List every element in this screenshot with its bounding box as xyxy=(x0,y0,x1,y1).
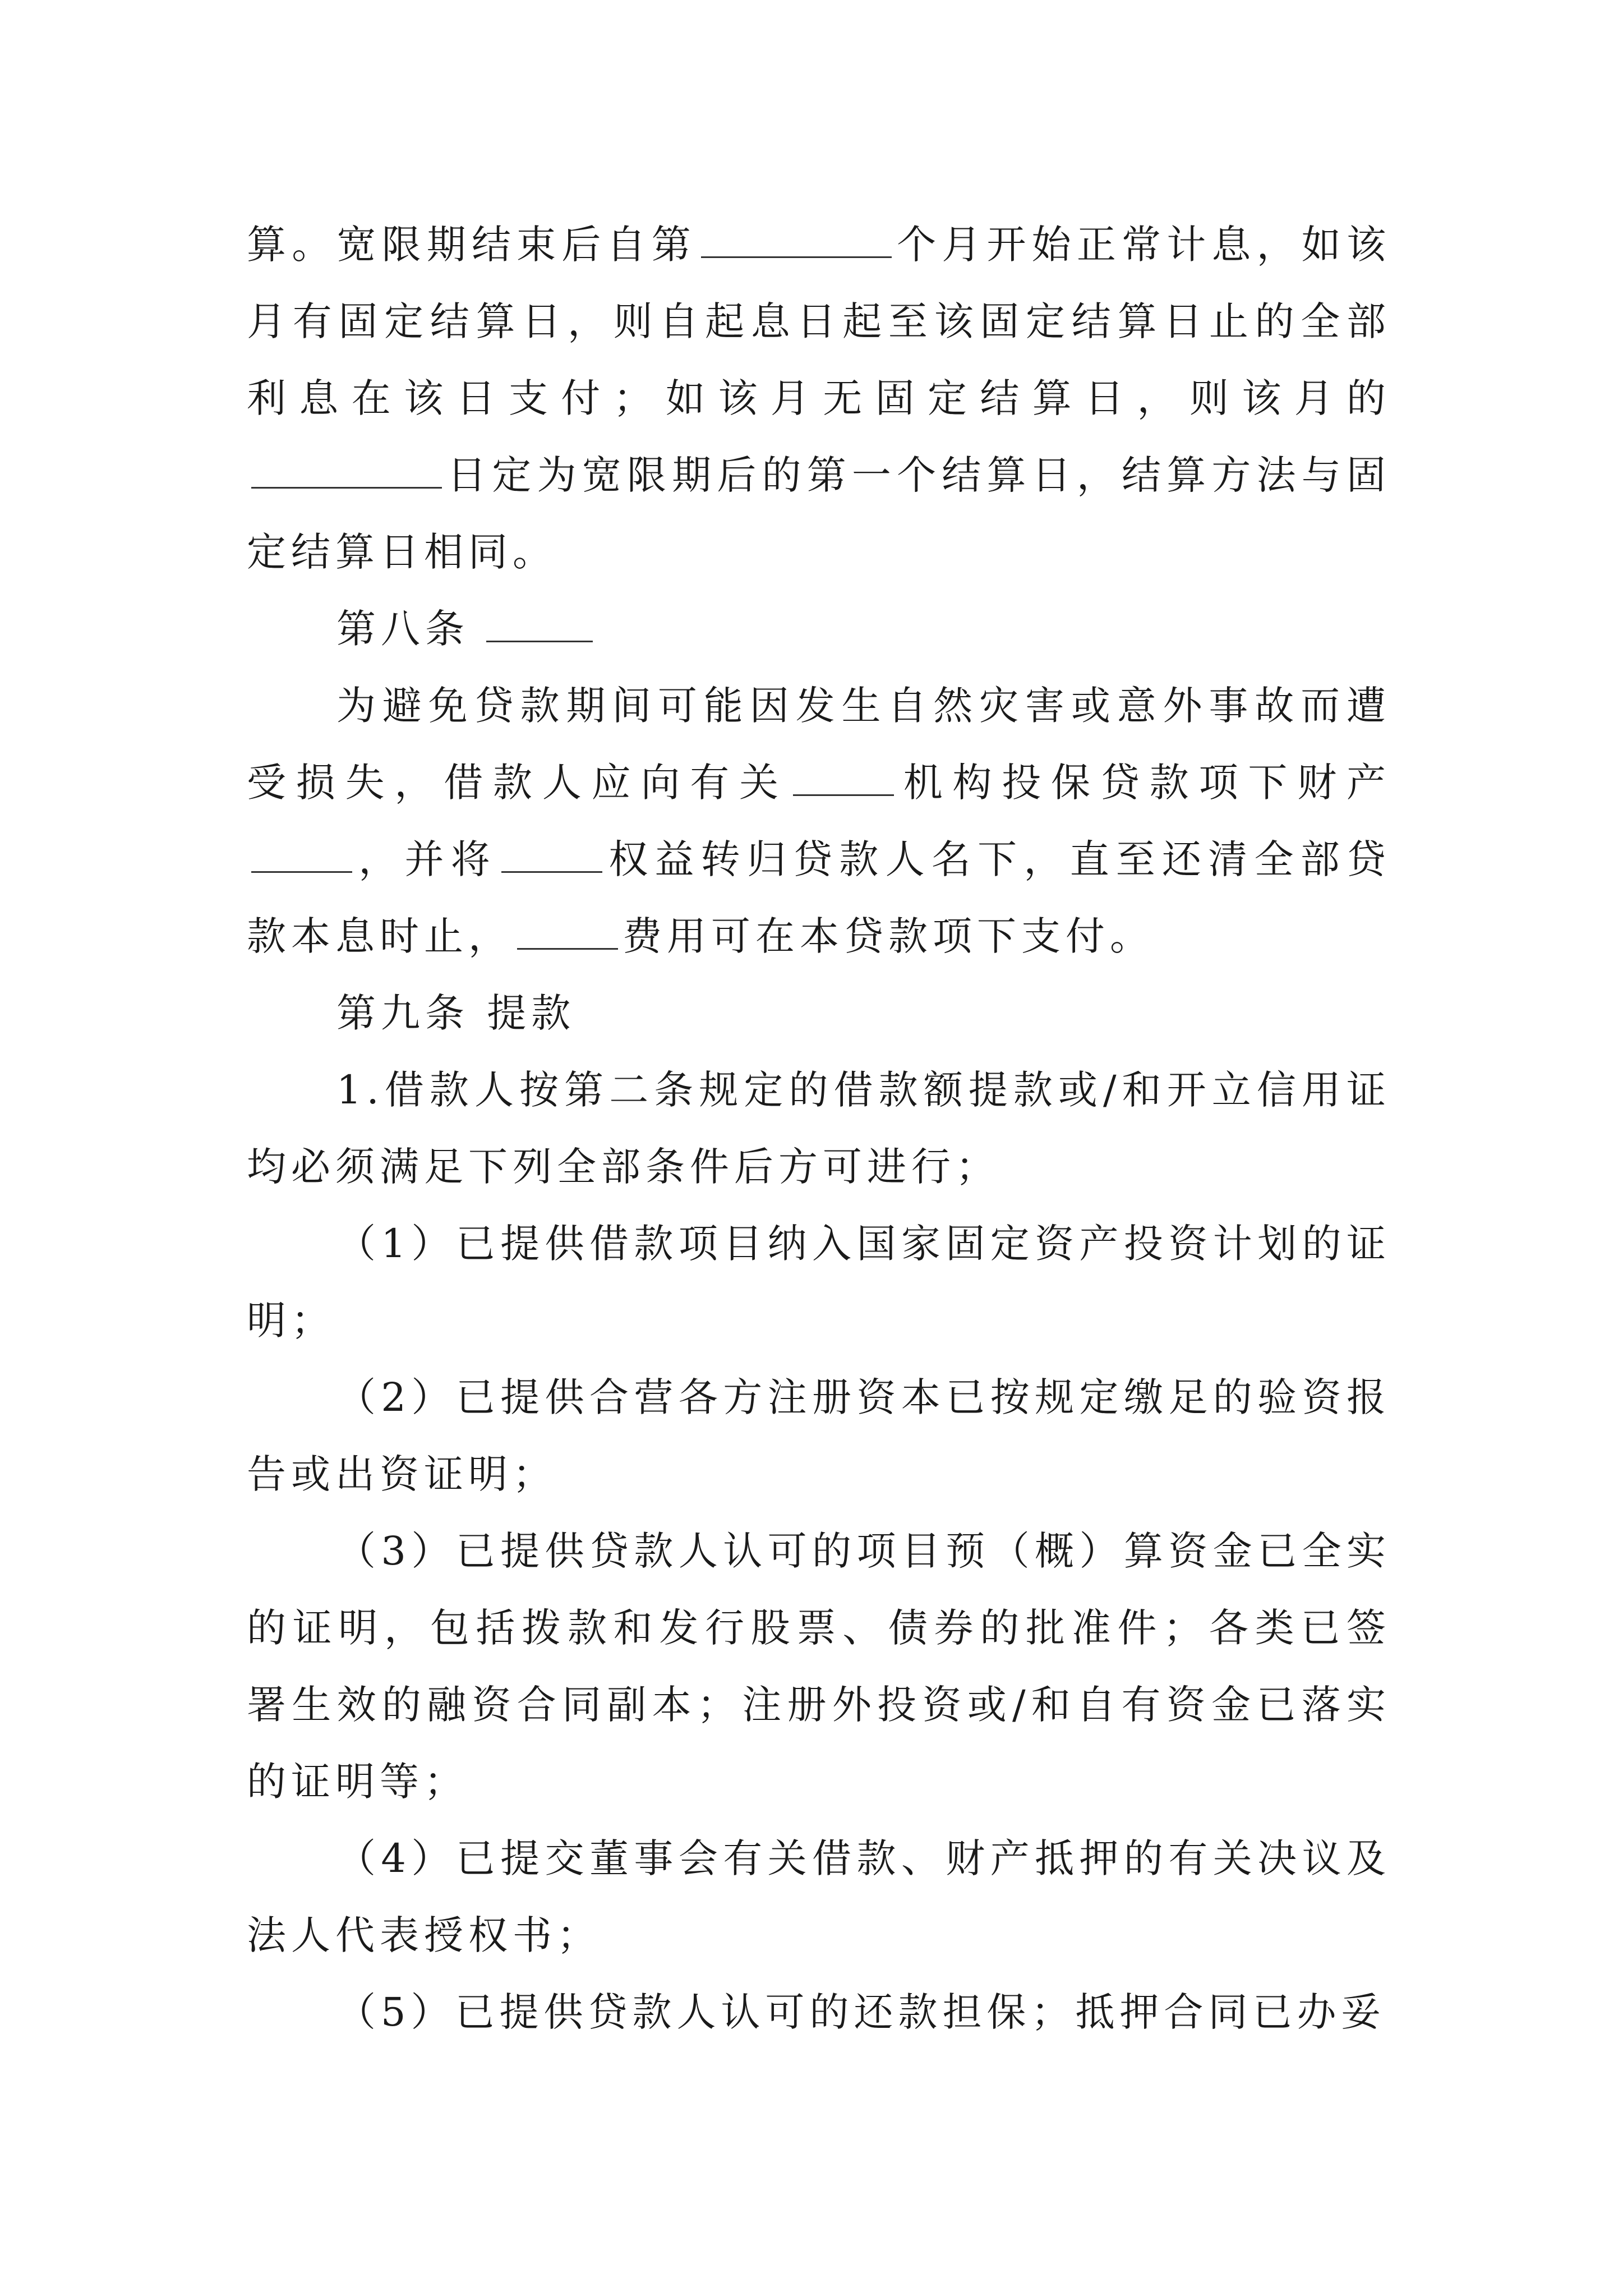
fill-in-blank xyxy=(251,453,442,489)
paragraph-text: （4）已提交董事会有关借款、财产抵押的有关决议及法人代表授权书； xyxy=(247,1835,1391,1958)
paragraph xyxy=(247,1052,1391,1205)
paragraph-text: 个月开始正常计息，如该月有固定结算日，则自起息日起至该固定结算日止的全部利息在该日支付；如该月无固定结算日，则该月的 xyxy=(247,222,1391,421)
paragraph xyxy=(247,1205,1391,1359)
paragraph-text: （2）已提供合营各方注册资本已按规定缴足的验资报告或出资证明； xyxy=(247,1374,1391,1497)
paragraph xyxy=(247,1513,1391,1820)
section-heading xyxy=(247,591,1391,668)
paragraph xyxy=(247,1359,1391,1513)
paragraph-text: 机构投保贷款项下财产 xyxy=(898,760,1391,806)
paragraph-text: 权益转归贷款人名下，直至还清全部贷款本息时止， xyxy=(247,836,1391,959)
paragraph-text: 为避免贷款期间可能因发生自然灾害或意外事故而遭受损失，借款人应向有关 xyxy=(247,683,1391,806)
paragraph-text: （5）已提供贷款人认可的还款担保；抵押合同已办妥 xyxy=(336,1989,1386,2035)
paragraph-text: 第九条 提款 xyxy=(336,990,576,1036)
paragraph-text: 1.借款人按第二条规定的借款额提款或/和开立信用证均必须满足下列全部条件后方可进行； xyxy=(247,1067,1391,1190)
paragraph-text: （3）已提供贷款人认可的项目预（概）算资金已全实的证明，包括拨款和发行股票、债券的批准件；各类已签署生效的融资合同副本；注册外投资或/和自有资金已落实的证明等； xyxy=(247,1528,1391,1805)
paragraph-text: 费用可在本贷款项下支付。 xyxy=(623,913,1154,959)
paragraph-text: 第八条 xyxy=(336,606,469,652)
document-body xyxy=(247,206,1391,2051)
fill-in-blank xyxy=(486,607,593,642)
fill-in-blank xyxy=(251,838,352,873)
paragraph-text: ，并将 xyxy=(357,836,497,882)
paragraph xyxy=(247,668,1391,975)
section-heading xyxy=(247,975,1391,1052)
paragraph xyxy=(247,1820,1391,1974)
fill-in-blank xyxy=(793,761,894,796)
fill-in-blank xyxy=(501,838,602,873)
paragraph xyxy=(247,206,1391,591)
paragraph-text: 日定为宽限期后的第一个结算日，结算方法与固定结算日相同。 xyxy=(247,452,1391,575)
paragraph xyxy=(247,1974,1391,2051)
fill-in-blank xyxy=(701,223,892,258)
paragraph-text: （1）已提供借款项目纳入国家固定资产投资计划的证明； xyxy=(247,1221,1391,1343)
paragraph-text: 算。宽限期结束后自第 xyxy=(247,222,697,268)
fill-in-blank xyxy=(517,914,618,950)
